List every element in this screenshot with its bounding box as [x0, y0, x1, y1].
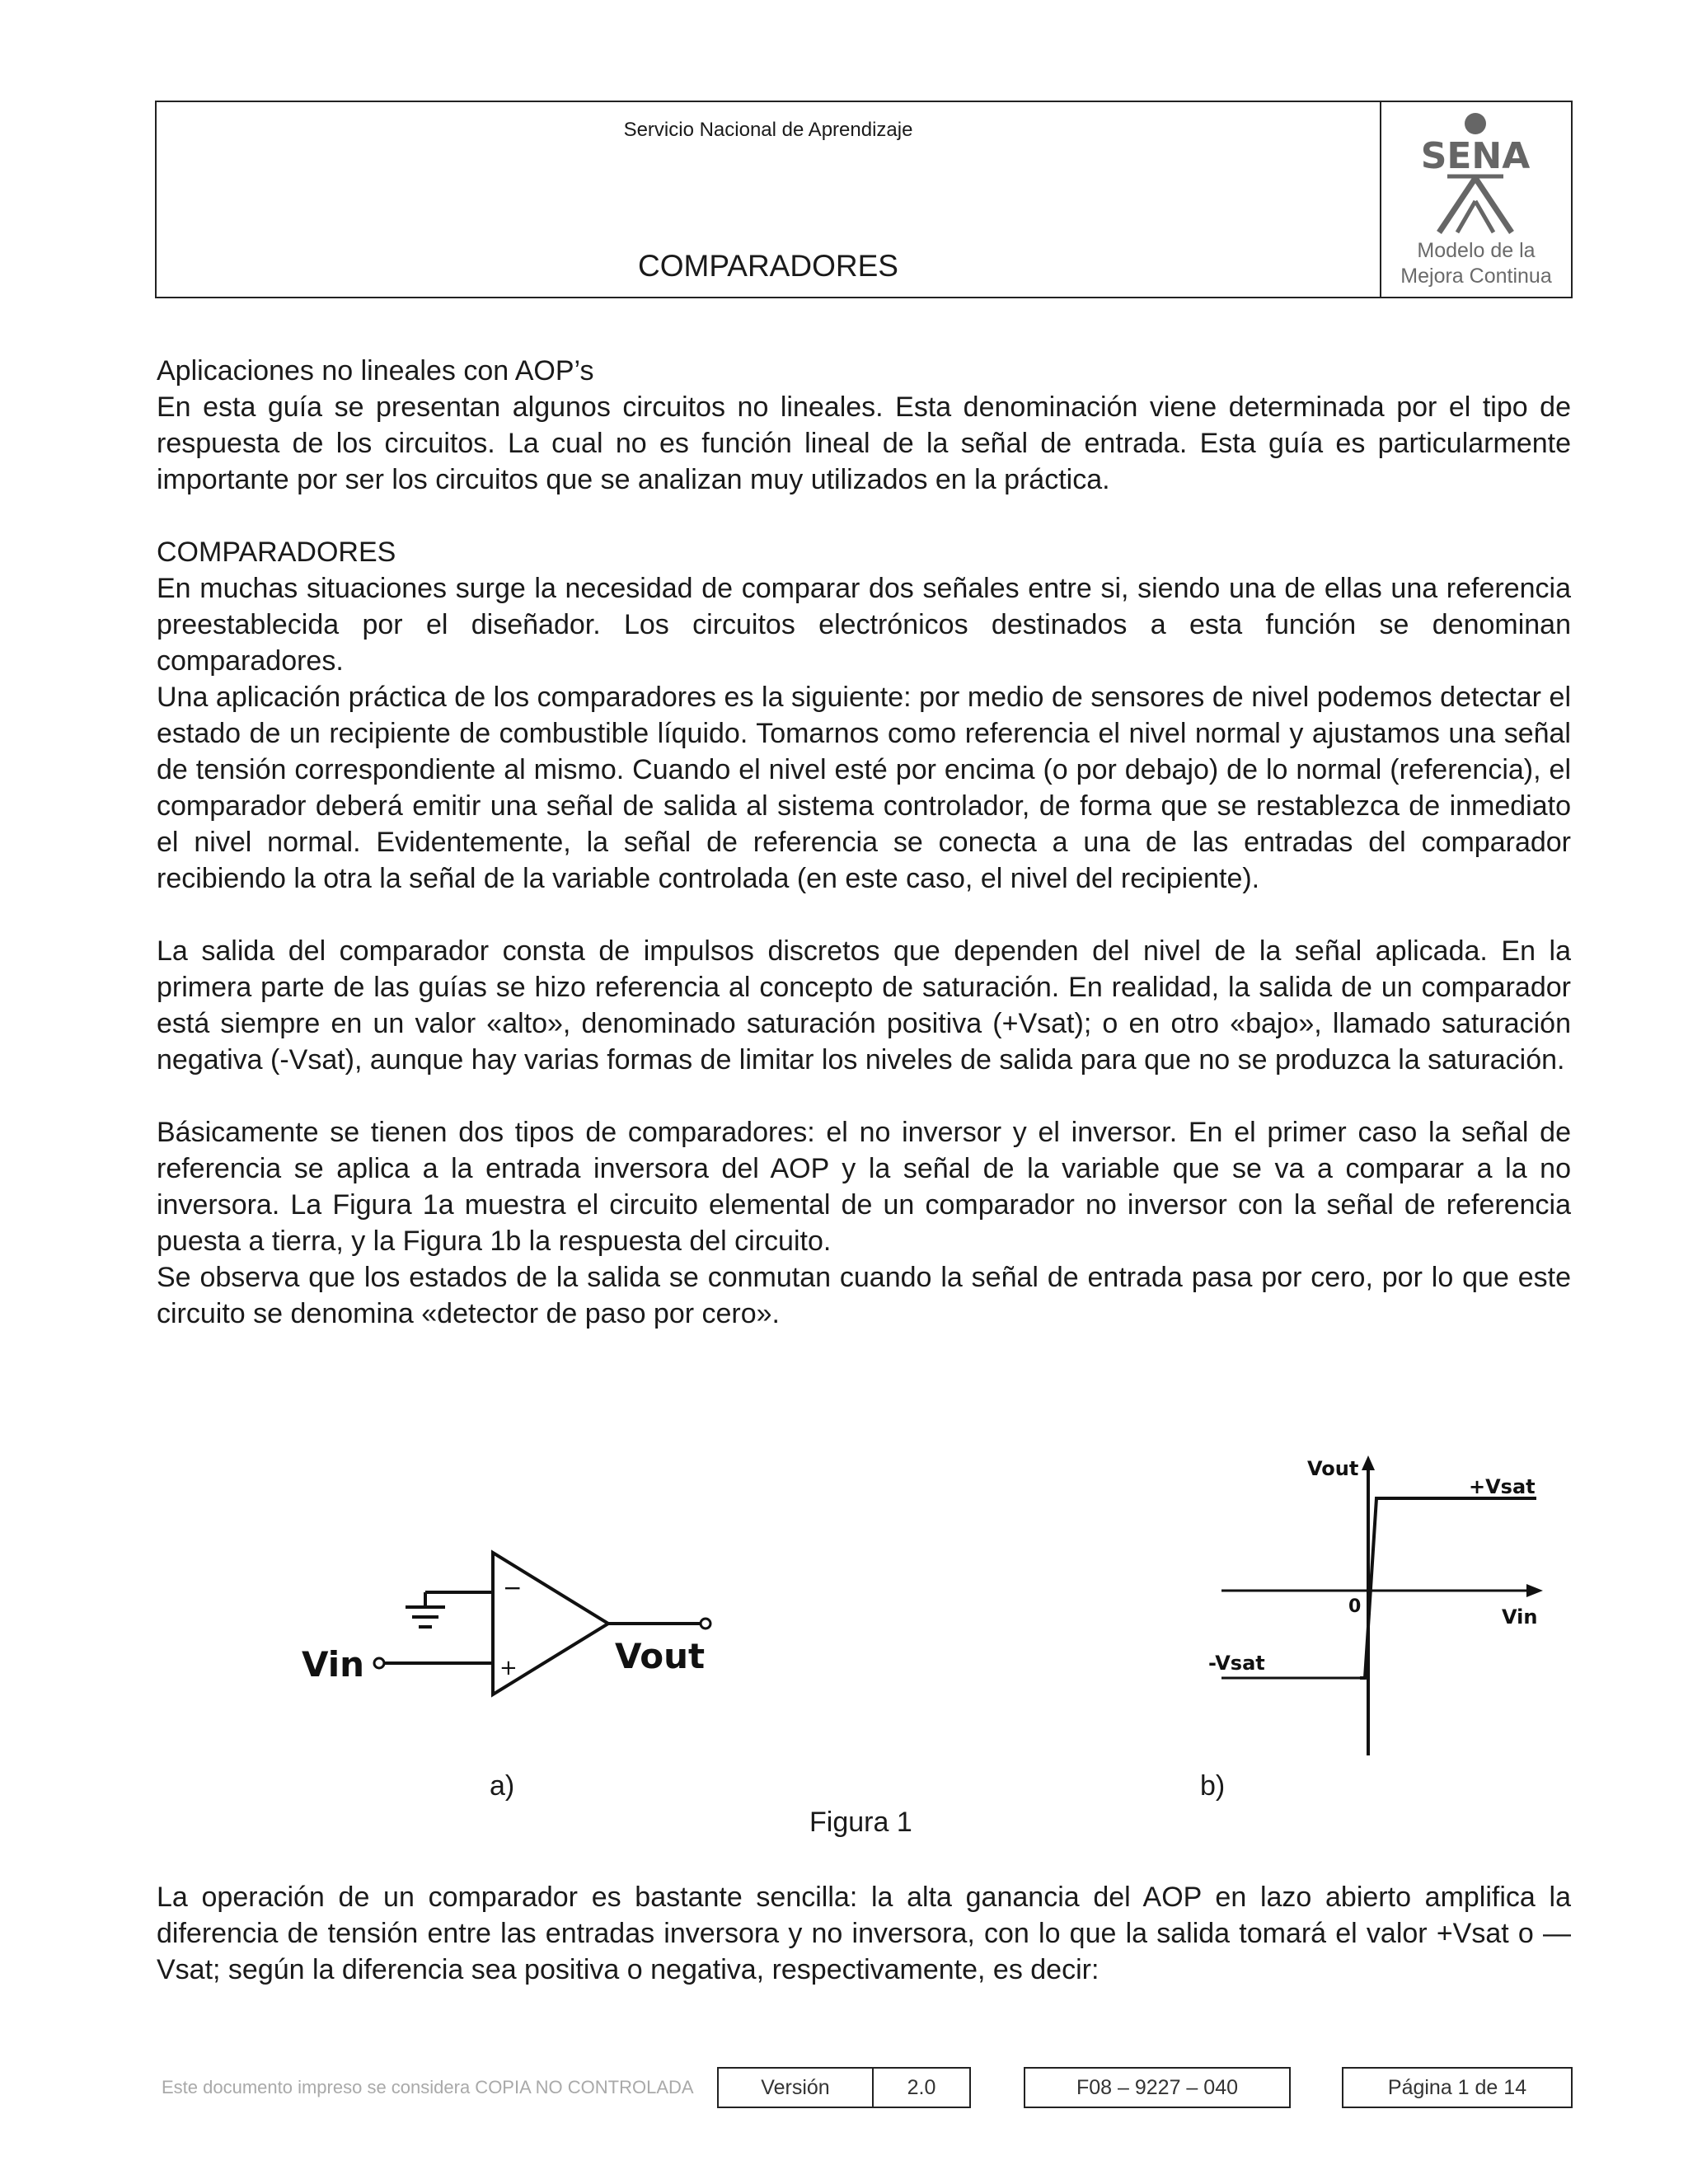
ground-icon	[406, 1607, 445, 1627]
vout-label: Vout	[615, 1636, 706, 1676]
paragraph-4: Básicamente se tienen dos tipos de comparadores: el no inversor y el inversor. En el primer caso la señal de referencia se aplica a la entrada inversora del AOP y la señal de la variable que se va a comparar a la no inversora. La Figura 1a muestra el circuito elemental de un comparador no inversor con la señal de referencia puesta a tierra, y la Figura 1b la respuesta del circuito.	[157, 1117, 1571, 1257]
paragraph-2: Una aplicación práctica de los comparadores es la siguiente: por medio de sensores de nivel podemos detectar el estado de un recipiente de combustible líquido. Tomarnos como referencia el nivel normal y ajustamos una señal de tensión correspondiente al mismo. Cuando el nivel esté por encima (o por debajo) de lo normal (referencia), el comparador deberá emitir una señal de salida al sistema controlador, de forma que se restablezca de inmediato el nivel normal. Evidentemente, la señal de referencia se conecta a una de las entradas del comparador recibiendo la otra la señal de la variable controlada (en este caso, el nivel del recipiente).	[157, 682, 1571, 894]
header-main-cell	[157, 102, 1380, 297]
logo-text: SENA	[1420, 135, 1531, 177]
transfer-characteristic-graph	[1047, 1442, 1582, 1772]
section-heading-comparadores: COMPARADORES	[157, 537, 396, 568]
paragraph-6: La operación de un comparador es bastante sencilla: la alta ganancia del AOP en lazo abierto amplifica la diferencia de tensión entre las entradas inversora y no inversora, con lo que la salida tomará el valor +Vsat o —Vsat; según la diferencia sea positiva o negativa, respectivamente, es decir:	[157, 1882, 1571, 1985]
inverting-sign: −	[503, 1574, 523, 1601]
vin-label: Vin	[302, 1644, 365, 1685]
document-code-box: F08 – 9227 – 040	[1024, 2067, 1291, 2108]
figure-1	[157, 1442, 1571, 1854]
pos-sat-label: +Vsat	[1469, 1475, 1536, 1498]
logo-caption-line1: Modelo de la	[1417, 239, 1536, 262]
vin-terminal	[374, 1658, 384, 1668]
logo-caption	[1381, 238, 1571, 289]
document-body-continued	[157, 1879, 1571, 1988]
version-value-box: 2.0	[872, 2067, 971, 2108]
response-curve	[1360, 1498, 1536, 1678]
document-body	[157, 353, 1571, 1332]
logo-caption-line2: Mejora Continua	[1400, 265, 1552, 288]
caption-b: b)	[1200, 1770, 1226, 1802]
caption-a: a)	[490, 1770, 515, 1802]
comparator-circuit-diagram	[288, 1492, 898, 1739]
paragraph-3: La salida del comparador consta de impulsos discretos que dependen del nivel de la señal aplicada. En la primera parte de las guías se hizo referencia al concepto de saturación. En realidad, la salida de un comparador está siempre en un valor «alto», denominado saturación positiva (+Vsat); o en otro «bajo», llamado saturación negativa (-Vsat), aunque hay varias formas de limitar los niveles de salida para que no se produzca la saturación.	[157, 935, 1571, 1076]
document-title: COMPARADORES	[638, 249, 898, 283]
organization-name: Servicio Nacional de Aprendizaje	[623, 119, 913, 141]
origin-label: 0	[1348, 1596, 1362, 1617]
paragraph-5: Se observa que los estados de la salida se conmutan cuando la señal de entrada pasa por cero, por lo que este circuito se denomina «detector de paso por cero».	[157, 1262, 1571, 1329]
paragraph-1: En muchas situaciones surge la necesidad de comparar dos señales entre si, siendo una de ellas una referencia preestablecida por el diseñador. Los circuitos electrónicos destinados a esta función se denominan comparadores.	[157, 573, 1571, 677]
document-header	[155, 101, 1573, 298]
sena-logo-icon	[1381, 102, 1569, 234]
page-number-box: Página 1 de 14	[1342, 2067, 1573, 2108]
footer-note: Este documento impreso se considera COPIA NO CONTROLADA	[162, 2077, 694, 2097]
sena-logo	[1380, 102, 1571, 297]
figure-caption: Figura 1	[809, 1807, 912, 1838]
vout-terminal	[701, 1619, 710, 1629]
graph-vin-label: Vin	[1502, 1605, 1538, 1629]
paragraph-intro: En esta guía se presentan algunos circuitos no lineales. Esta denominación viene determinada por el tipo de respuesta de los circuitos. La cual no es función lineal de la señal de entrada. Esta guía es particularmente importante por ser los circuitos que se analizan muy utilizados en la práctica.	[157, 391, 1571, 495]
graph-vout-label: Vout	[1307, 1457, 1359, 1480]
section-heading-aplicaciones: Aplicaciones no lineales con AOP’s	[157, 355, 594, 387]
non-inverting-sign: +	[499, 1656, 518, 1680]
version-label-box: Versión	[717, 2067, 874, 2108]
neg-sat-label: -Vsat	[1208, 1652, 1265, 1675]
